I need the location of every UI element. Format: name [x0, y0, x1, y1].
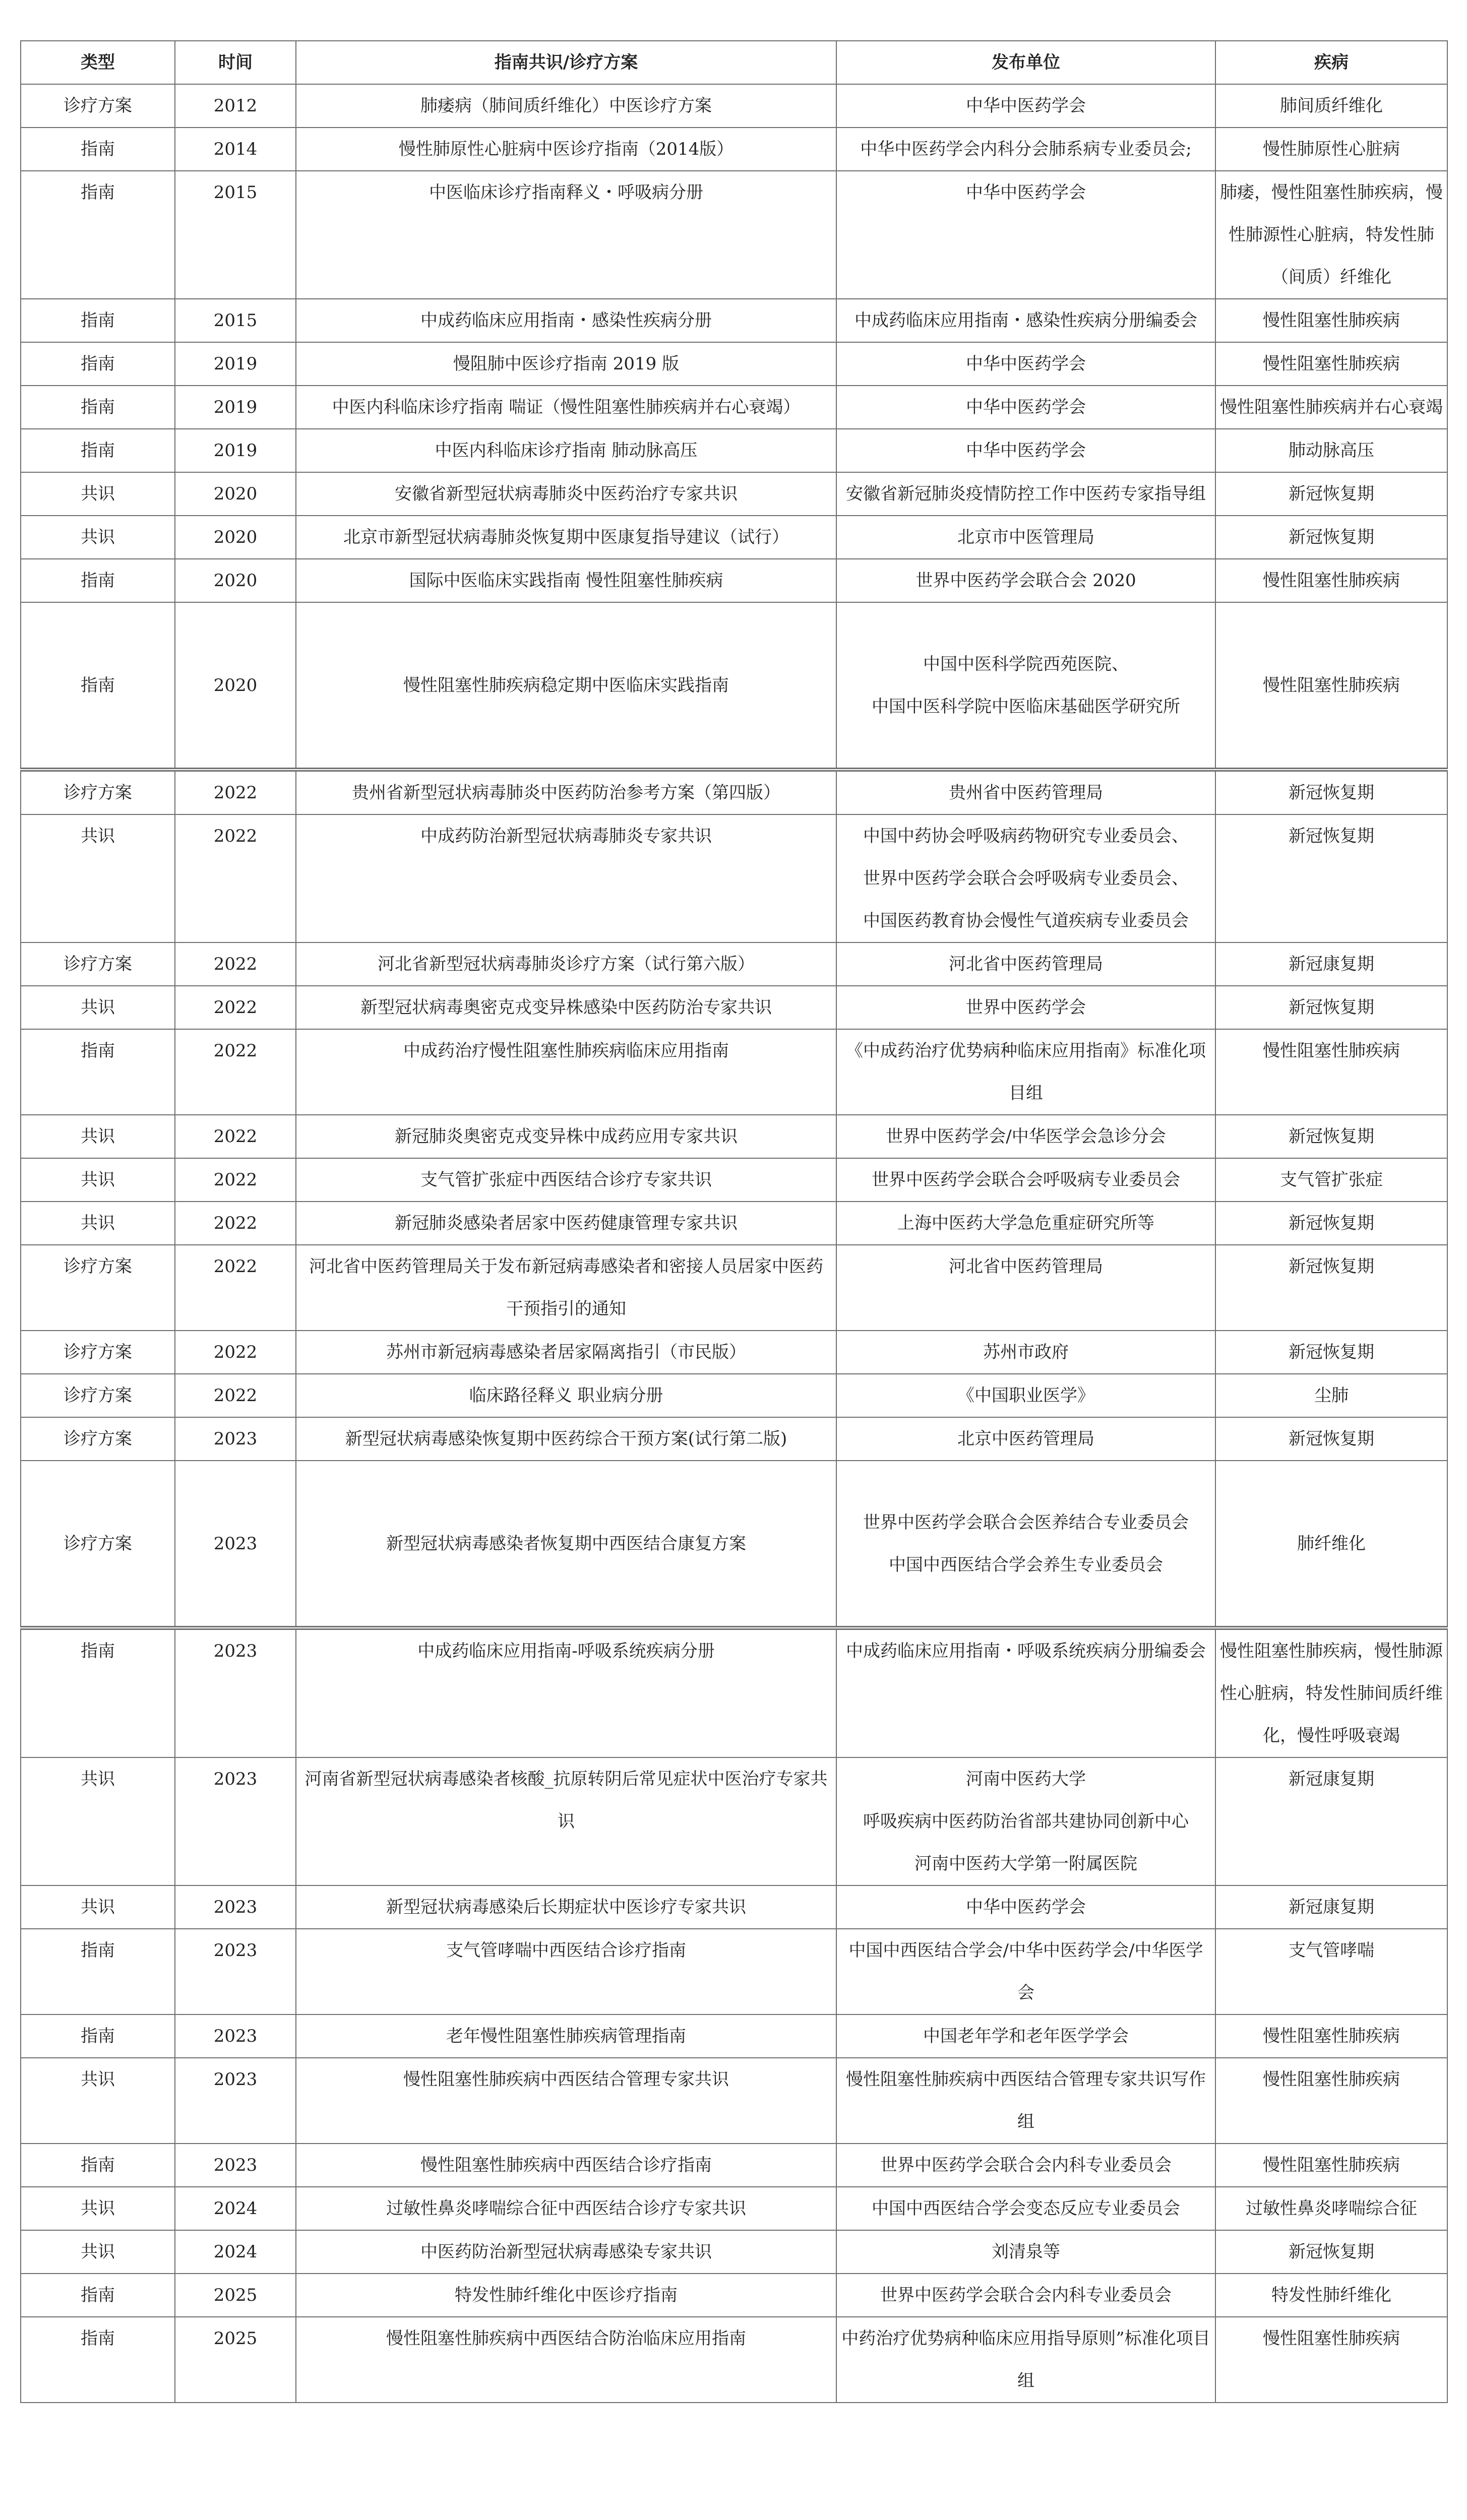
cell-year: 2023 [175, 1461, 296, 1628]
cell-title: 中成药临床应用指南-呼吸系统疾病分册 [296, 1628, 836, 1757]
table-row [21, 942, 1447, 986]
cell-title: 贵州省新型冠状病毒肺炎中医药防治参考方案（第四版） [296, 770, 836, 814]
cell-title: 慢性阻塞性肺疾病中西医结合防治临床应用指南 [296, 2317, 836, 2403]
cell-disease: 慢性阻塞性肺疾病 [1215, 342, 1447, 386]
cell-title: 新型冠状病毒奥密克戎变异株感染中医药防治专家共识 [296, 986, 836, 1029]
cell-year: 2022 [175, 1374, 296, 1417]
cell-year: 2020 [175, 516, 296, 559]
cell-disease: 特发性肺纤维化 [1215, 2274, 1447, 2317]
table-row [21, 1029, 1447, 1115]
cell-publisher: 北京市中医管理局 [836, 516, 1215, 559]
cell-year: 2014 [175, 128, 296, 171]
cell-title: 河南省新型冠状病毒感染者核酸_抗原转阴后常见症状中医治疗专家共识 [296, 1757, 836, 1885]
cell-year: 2023 [175, 2058, 296, 2144]
table-row [21, 2058, 1447, 2144]
table-row [21, 1461, 1447, 1628]
cell-disease: 新冠康复期 [1215, 1885, 1447, 1929]
cell-publisher: 世界中医药学会联合会内科专业委员会 [836, 2144, 1215, 2187]
cell-publisher: 中华中医药学会 [836, 386, 1215, 429]
cell-title: 中医内科临床诊疗指南 喘证（慢性阻塞性肺疾病并右心衰竭） [296, 386, 836, 429]
cell-publisher: 世界中医药学会 [836, 986, 1215, 1029]
cell-publisher: 世界中医药学会联合会医养结合专业委员会 中国中西医结合学会养生专业委员会 [836, 1461, 1215, 1628]
cell-year: 2015 [175, 299, 296, 342]
cell-disease: 支气管哮喘 [1215, 1929, 1447, 2014]
table-row [21, 1628, 1447, 1757]
cell-type: 诊疗方案 [21, 84, 175, 128]
cell-publisher: 中华中医药学会 [836, 429, 1215, 472]
cell-title: 支气管扩张症中西医结合诊疗专家共识 [296, 1158, 836, 1202]
cell-type: 指南 [21, 171, 175, 299]
cell-title: 慢性肺原性心脏病中医诊疗指南（2014版） [296, 128, 836, 171]
table-row [21, 2187, 1447, 2230]
table-row [21, 559, 1447, 602]
cell-type: 共识 [21, 986, 175, 1029]
cell-publisher: 中国中药协会呼吸病药物研究专业委员会、 世界中医药学会联合会呼吸病专业委员会、 中国医药教育协会慢性气道疾病专业委员会 [836, 814, 1215, 942]
cell-disease: 肺纤维化 [1215, 1461, 1447, 1628]
cell-disease: 尘肺 [1215, 1374, 1447, 1417]
table-row [21, 814, 1447, 942]
cell-year: 2019 [175, 342, 296, 386]
cell-year: 2019 [175, 386, 296, 429]
cell-title: 慢性阻塞性肺疾病稳定期中医临床实践指南 [296, 602, 836, 770]
header-row [21, 41, 1447, 84]
table-row [21, 1158, 1447, 1202]
cell-year: 2023 [175, 1885, 296, 1929]
cell-type: 共识 [21, 472, 175, 516]
cell-disease: 新冠恢复期 [1215, 770, 1447, 814]
cell-year: 2022 [175, 1158, 296, 1202]
cell-type: 共识 [21, 2230, 175, 2274]
cell-publisher: 苏州市政府 [836, 1331, 1215, 1374]
cell-year: 2022 [175, 770, 296, 814]
cell-type: 诊疗方案 [21, 1461, 175, 1628]
cell-year: 2022 [175, 942, 296, 986]
cell-disease: 慢性阻塞性肺疾病 [1215, 2317, 1447, 2403]
table-row [21, 2274, 1447, 2317]
cell-title: 河北省中医药管理局关于发布新冠病毒感染者和密接人员居家中医药干预指引的通知 [296, 1245, 836, 1331]
cell-title: 新型冠状病毒感染恢复期中医药综合干预方案(试行第二版) [296, 1417, 836, 1461]
cell-year: 2023 [175, 2144, 296, 2187]
cell-disease: 慢性阻塞性肺疾病 [1215, 2144, 1447, 2187]
cell-year: 2025 [175, 2317, 296, 2403]
cell-year: 2015 [175, 171, 296, 299]
cell-year: 2023 [175, 1757, 296, 1885]
cell-publisher: 世界中医药学会联合会 2020 [836, 559, 1215, 602]
cell-disease: 慢性阻塞性肺疾病 [1215, 602, 1447, 770]
cell-disease: 新冠恢复期 [1215, 814, 1447, 942]
cell-disease: 新冠恢复期 [1215, 472, 1447, 516]
cell-year: 2022 [175, 1115, 296, 1158]
cell-disease: 新冠康复期 [1215, 942, 1447, 986]
cell-disease: 肺动脉高压 [1215, 429, 1447, 472]
cell-year: 2022 [175, 1331, 296, 1374]
cell-disease: 慢性阻塞性肺疾病并右心衰竭 [1215, 386, 1447, 429]
cell-type: 共识 [21, 516, 175, 559]
cell-year: 2023 [175, 1417, 296, 1461]
cell-title: 安徽省新型冠状病毒肺炎中医药治疗专家共识 [296, 472, 836, 516]
cell-type: 指南 [21, 386, 175, 429]
cell-publisher: 《中国职业医学》 [836, 1374, 1215, 1417]
cell-publisher: 慢性阻塞性肺疾病中西医结合管理专家共识写作组 [836, 2058, 1215, 2144]
table-row [21, 342, 1447, 386]
cell-disease: 慢性肺原性心脏病 [1215, 128, 1447, 171]
cell-publisher: 河北省中医药管理局 [836, 1245, 1215, 1331]
cell-publisher: 中国老年学和老年医学学会 [836, 2014, 1215, 2058]
cell-type: 指南 [21, 1929, 175, 2014]
cell-disease: 新冠恢复期 [1215, 516, 1447, 559]
cell-title: 支气管哮喘中西医结合诊疗指南 [296, 1929, 836, 2014]
cell-disease: 新冠恢复期 [1215, 1202, 1447, 1245]
cell-year: 2019 [175, 429, 296, 472]
cell-title: 过敏性鼻炎哮喘综合征中西医结合诊疗专家共识 [296, 2187, 836, 2230]
cell-publisher: 北京中医药管理局 [836, 1417, 1215, 1461]
table-row [21, 1929, 1447, 2014]
cell-publisher: 世界中医药学会联合会内科专业委员会 [836, 2274, 1215, 2317]
table-row [21, 986, 1447, 1029]
cell-type: 共识 [21, 1202, 175, 1245]
table-row [21, 2230, 1447, 2274]
table-row [21, 171, 1447, 299]
cell-disease: 支气管扩张症 [1215, 1158, 1447, 1202]
cell-year: 2023 [175, 2014, 296, 2058]
cell-publisher: 世界中医药学会联合会呼吸病专业委员会 [836, 1158, 1215, 1202]
cell-title: 苏州市新冠病毒感染者居家隔离指引（市民版） [296, 1331, 836, 1374]
cell-year: 2022 [175, 814, 296, 942]
cell-type: 诊疗方案 [21, 770, 175, 814]
cell-year: 2024 [175, 2187, 296, 2230]
table-row [21, 128, 1447, 171]
cell-title: 中成药防治新型冠状病毒肺炎专家共识 [296, 814, 836, 942]
cell-publisher: 刘清泉等 [836, 2230, 1215, 2274]
table-row [21, 84, 1447, 128]
cell-type: 共识 [21, 1115, 175, 1158]
cell-type: 共识 [21, 2058, 175, 2144]
cell-publisher: 世界中医药学会/中华医学会急诊分会 [836, 1115, 1215, 1158]
header-title: 指南共识/诊疗方案 [296, 41, 836, 84]
cell-publisher: 中国中西医结合学会/中华中医药学会/中华医学会 [836, 1929, 1215, 2014]
cell-type: 诊疗方案 [21, 1374, 175, 1417]
cell-publisher: 中华中医药学会 [836, 1885, 1215, 1929]
cell-year: 2020 [175, 472, 296, 516]
cell-type: 共识 [21, 1757, 175, 1885]
cell-type: 指南 [21, 2274, 175, 2317]
cell-title: 新冠肺炎感染者居家中医药健康管理专家共识 [296, 1202, 836, 1245]
cell-type: 指南 [21, 2014, 175, 2058]
cell-title: 中成药治疗慢性阻塞性肺疾病临床应用指南 [296, 1029, 836, 1115]
cell-disease: 新冠恢复期 [1215, 1331, 1447, 1374]
cell-disease: 新冠恢复期 [1215, 1417, 1447, 1461]
table-row [21, 2014, 1447, 2058]
cell-title: 国际中医临床实践指南 慢性阻塞性肺疾病 [296, 559, 836, 602]
cell-disease: 慢性阻塞性肺疾病 [1215, 2014, 1447, 2058]
cell-year: 2022 [175, 1202, 296, 1245]
cell-title: 中医内科临床诊疗指南 肺动脉高压 [296, 429, 836, 472]
table-row [21, 2144, 1447, 2187]
cell-type: 指南 [21, 602, 175, 770]
cell-type: 指南 [21, 2317, 175, 2403]
cell-type: 诊疗方案 [21, 1245, 175, 1331]
cell-type: 共识 [21, 1158, 175, 1202]
table-row [21, 1417, 1447, 1461]
cell-disease: 新冠恢复期 [1215, 986, 1447, 1029]
cell-disease: 慢性阻塞性肺疾病 [1215, 2058, 1447, 2144]
header-publisher: 发布单位 [836, 41, 1215, 84]
cell-publisher: 中药治疗优势病种临床应用指导原则”标准化项目组 [836, 2317, 1215, 2403]
cell-title: 中医药防治新型冠状病毒感染专家共识 [296, 2230, 836, 2274]
cell-disease: 新冠恢复期 [1215, 2230, 1447, 2274]
header-disease: 疾病 [1215, 41, 1447, 84]
cell-publisher: 中华中医药学会内科分会肺系病专业委员会; [836, 128, 1215, 171]
cell-year: 2020 [175, 602, 296, 770]
cell-year: 2022 [175, 1245, 296, 1331]
cell-title: 临床路径释义 职业病分册 [296, 1374, 836, 1417]
cell-publisher: 中华中医药学会 [836, 84, 1215, 128]
cell-publisher: 贵州省中医药管理局 [836, 770, 1215, 814]
cell-type: 指南 [21, 1628, 175, 1757]
cell-disease: 慢性阻塞性肺疾病 [1215, 559, 1447, 602]
cell-title: 新型冠状病毒感染后长期症状中医诊疗专家共识 [296, 1885, 836, 1929]
guidelines-table [20, 40, 1448, 2403]
table-row [21, 2317, 1447, 2403]
cell-year: 2024 [175, 2230, 296, 2274]
cell-title: 新冠肺炎奥密克戎变异株中成药应用专家共识 [296, 1115, 836, 1158]
cell-title: 老年慢性阻塞性肺疾病管理指南 [296, 2014, 836, 2058]
table-row [21, 516, 1447, 559]
table-row [21, 1331, 1447, 1374]
cell-type: 指南 [21, 342, 175, 386]
cell-disease: 慢性阻塞性肺疾病，慢性肺源性心脏病，特发性肺间质纤维化，慢性呼吸衰竭 [1215, 1628, 1447, 1757]
cell-publisher: 安徽省新冠肺炎疫情防控工作中医药专家指导组 [836, 472, 1215, 516]
cell-publisher: 中成药临床应用指南・感染性疾病分册编委会 [836, 299, 1215, 342]
cell-type: 共识 [21, 1885, 175, 1929]
table-row [21, 386, 1447, 429]
cell-type: 指南 [21, 128, 175, 171]
cell-publisher: 上海中医药大学急危重症研究所等 [836, 1202, 1215, 1245]
table-body [21, 84, 1447, 2403]
cell-year: 2023 [175, 1929, 296, 2014]
cell-year: 2022 [175, 1029, 296, 1115]
cell-title: 河北省新型冠状病毒肺炎诊疗方案（试行第六版） [296, 942, 836, 986]
cell-title: 慢阻肺中医诊疗指南 2019 版 [296, 342, 836, 386]
cell-disease: 过敏性鼻炎哮喘综合征 [1215, 2187, 1447, 2230]
cell-type: 指南 [21, 429, 175, 472]
cell-type: 指南 [21, 299, 175, 342]
cell-disease: 新冠恢复期 [1215, 1245, 1447, 1331]
cell-title: 北京市新型冠状病毒肺炎恢复期中医康复指导建议（试行） [296, 516, 836, 559]
cell-type: 共识 [21, 2187, 175, 2230]
cell-disease: 慢性阻塞性肺疾病 [1215, 299, 1447, 342]
cell-year: 2020 [175, 559, 296, 602]
cell-publisher: 《中成药治疗优势病种临床应用指南》标准化项目组 [836, 1029, 1215, 1115]
cell-type: 共识 [21, 814, 175, 942]
cell-title: 中医临床诊疗指南释义・呼吸病分册 [296, 171, 836, 299]
cell-title: 慢性阻塞性肺疾病中西医结合管理专家共识 [296, 2058, 836, 2144]
cell-year: 2023 [175, 1628, 296, 1757]
header-time: 时间 [175, 41, 296, 84]
table-row [21, 1374, 1447, 1417]
cell-type: 诊疗方案 [21, 1331, 175, 1374]
table-row [21, 472, 1447, 516]
cell-disease: 新冠恢复期 [1215, 1115, 1447, 1158]
cell-year: 2012 [175, 84, 296, 128]
cell-disease: 新冠康复期 [1215, 1757, 1447, 1885]
cell-publisher: 中国中西医结合学会变态反应专业委员会 [836, 2187, 1215, 2230]
cell-title: 新型冠状病毒感染者恢复期中西医结合康复方案 [296, 1461, 836, 1628]
cell-type: 指南 [21, 559, 175, 602]
cell-publisher: 河南中医药大学 呼吸疾病中医药防治省部共建协同创新中心 河南中医药大学第一附属医院 [836, 1757, 1215, 1885]
cell-title: 特发性肺纤维化中医诊疗指南 [296, 2274, 836, 2317]
cell-publisher: 中成药临床应用指南・呼吸系统疾病分册编委会 [836, 1628, 1215, 1757]
table-row [21, 1245, 1447, 1331]
cell-publisher: 河北省中医药管理局 [836, 942, 1215, 986]
cell-disease: 肺痿，慢性阻塞性肺疾病，慢性肺源性心脏病，特发性肺（间质）纤维化 [1215, 171, 1447, 299]
cell-publisher: 中华中医药学会 [836, 171, 1215, 299]
cell-type: 指南 [21, 2144, 175, 2187]
cell-type: 指南 [21, 1029, 175, 1115]
cell-type: 诊疗方案 [21, 942, 175, 986]
cell-disease: 慢性阻塞性肺疾病 [1215, 1029, 1447, 1115]
header-type: 类型 [21, 41, 175, 84]
table-row [21, 1115, 1447, 1158]
table-row [21, 770, 1447, 814]
cell-publisher: 中国中医科学院西苑医院、 中国中医科学院中医临床基础医学研究所 [836, 602, 1215, 770]
cell-title: 肺痿病（肺间质纤维化）中医诊疗方案 [296, 84, 836, 128]
table-row [21, 602, 1447, 770]
cell-publisher: 中华中医药学会 [836, 342, 1215, 386]
cell-title: 慢性阻塞性肺疾病中西医结合诊疗指南 [296, 2144, 836, 2187]
cell-year: 2022 [175, 986, 296, 1029]
cell-disease: 肺间质纤维化 [1215, 84, 1447, 128]
table-row [21, 429, 1447, 472]
table-row [21, 1757, 1447, 1885]
table-row [21, 1885, 1447, 1929]
table-row [21, 299, 1447, 342]
table-row [21, 1202, 1447, 1245]
cell-year: 2025 [175, 2274, 296, 2317]
cell-type: 诊疗方案 [21, 1417, 175, 1461]
cell-title: 中成药临床应用指南・感染性疾病分册 [296, 299, 836, 342]
